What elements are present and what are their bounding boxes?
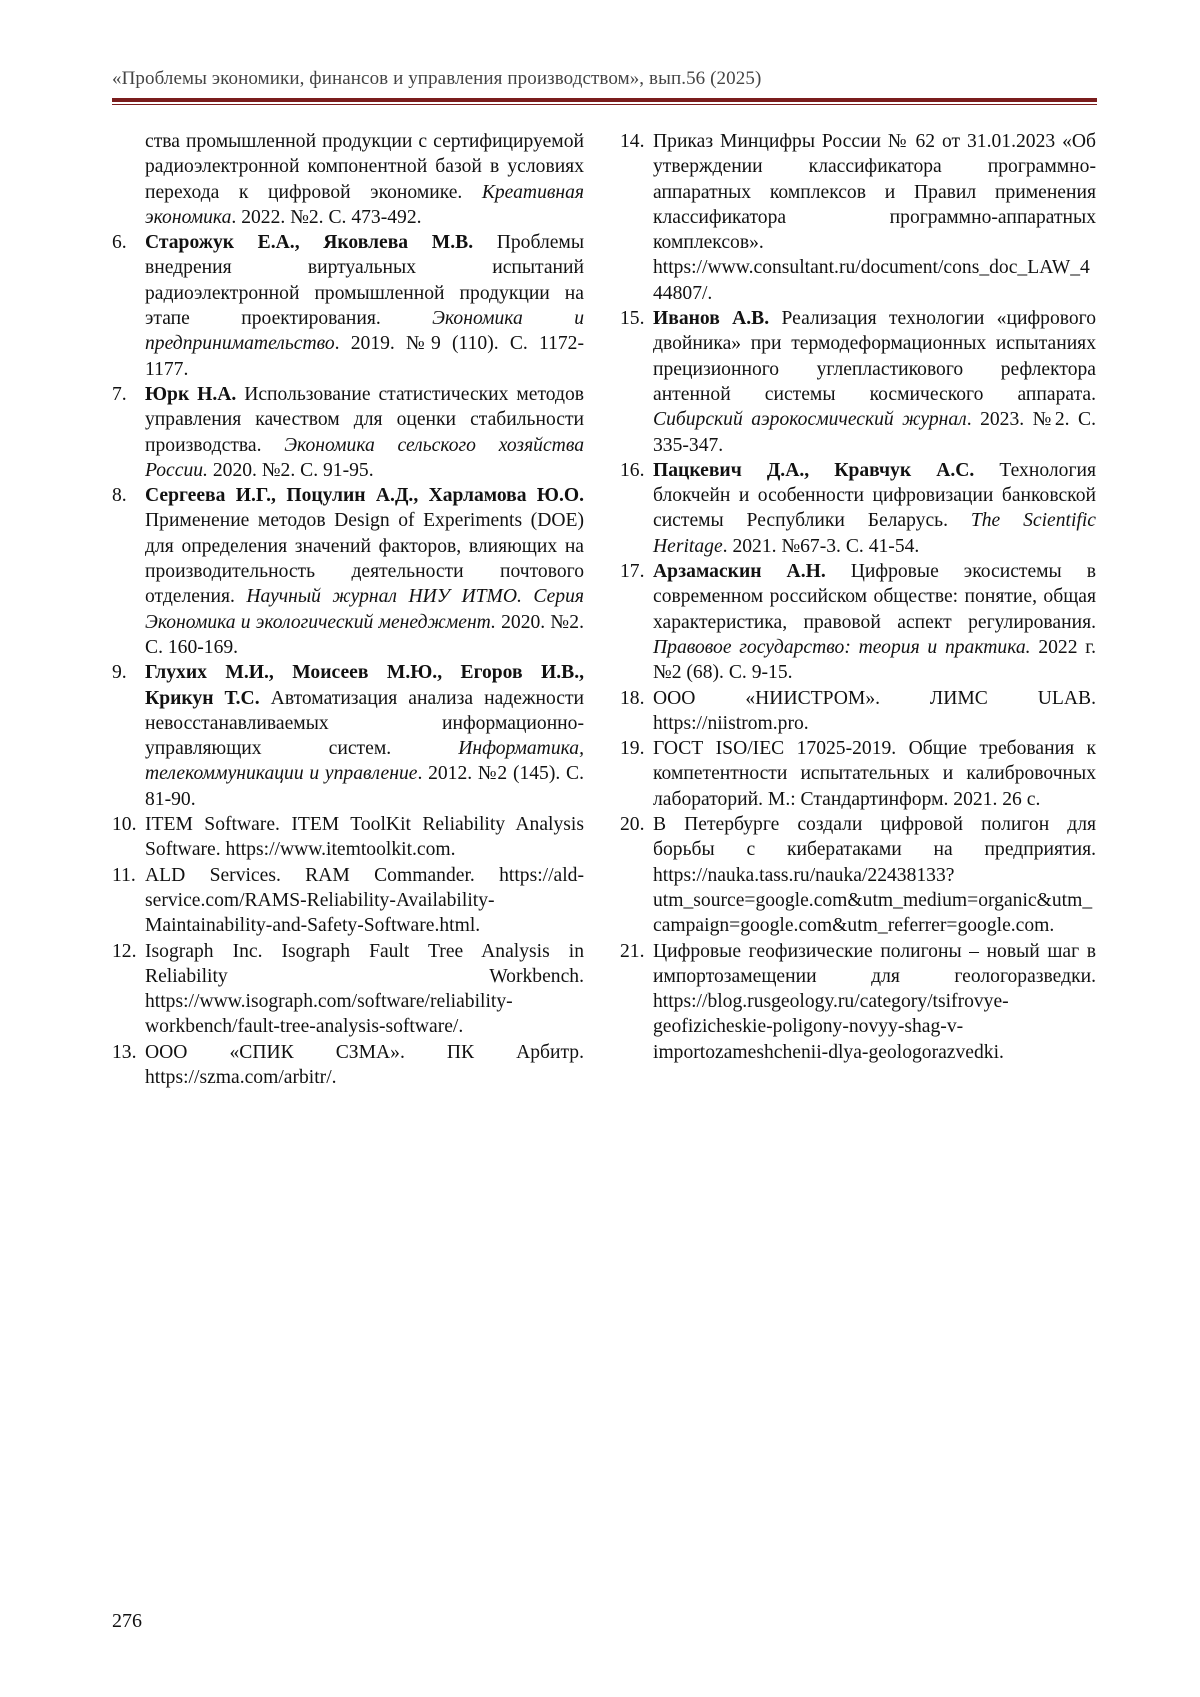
reference-number: 18. [620, 687, 645, 709]
reference-source: Информатика, телекоммуникации и управление [145, 738, 584, 785]
header-rule-thick [112, 98, 1097, 102]
reference-item [620, 812, 1096, 938]
reference-text: ALD Services. RAM Commander. https://ald-service.com/RAMS-Reliability-Availability-Maintainability-and-Safety-Software.html. [145, 864, 584, 937]
reference-source: Правовое государство: теория и практика. [653, 636, 1031, 658]
reference-item [112, 382, 584, 483]
references-column-right [620, 129, 1096, 1065]
reference-body [145, 129, 584, 230]
reference-text: ГОСТ ISO/IEC 17025-2019. Общие требования к компетентности испытательных и калибровочных лабораторий. М.: Стандартинформ. 2021. 26 с. [653, 738, 1096, 810]
reference-item [620, 686, 1096, 737]
reference-text: Применение методов Design of Experiments (DOE) для определения значений факторов, влияющих на производительность деятельности почтового отделения. [145, 510, 584, 608]
reference-number [112, 129, 145, 230]
reference-text: Isograph Inc. Isograph Fault Tree Analysis in Reliability Workbench. https://www.isograph.com/software/reliability-workbench/fault-tree-analysis-software/. [145, 940, 584, 1038]
reference-number: 6. [112, 232, 127, 254]
reference-body [653, 306, 1096, 458]
reference-item [112, 129, 584, 230]
reference-number: 9. [112, 662, 127, 684]
reference-number: 7. [112, 383, 127, 405]
reference-source: Научный журнал НИУ ИТМО. Серия Экономика и экологический менеджмент. [145, 586, 585, 633]
reference-authors: Иванов А.В. [653, 308, 770, 330]
reference-item [112, 660, 584, 812]
reference-text: Технология блокчейн и особенности цифровизации банковской системы Республики Беларусь. [653, 459, 1096, 532]
reference-item [620, 306, 1096, 458]
reference-text: В Петербурге создали цифровой полигон для борьбы с кибератаками на предприятия. https://nauka.tass.ru/nauka/22438133?utm_source=google.com&utm_medium=organic&utm_campaign=google.com&utm_referrer=google.com. [653, 814, 1096, 937]
reference-authors: Глухих М.И., Моисеев М.Ю., Егоров И.В., Крикун Т.С. [145, 662, 584, 709]
reference-number: 8. [112, 485, 127, 507]
reference-text: Цифровые экосистемы в современном российском обществе: понятие, общая характеристика, правовой аспект регулирования. [653, 561, 1096, 633]
reference-number: 19. [620, 738, 645, 760]
reference-source: The Scientific Heritage [653, 510, 1096, 557]
reference-body [145, 382, 584, 483]
reference-source: Сибирский аэрокосмический журнал [653, 409, 967, 431]
reference-details: . 2021. №67-3. С. 41-54. [722, 535, 920, 557]
reference-body [653, 559, 1096, 685]
references-column-left [112, 129, 584, 1090]
reference-body [145, 939, 584, 1040]
reference-authors: Юрк Н.А. [145, 383, 237, 405]
reference-number: 13. [112, 1041, 137, 1063]
reference-item [112, 863, 584, 939]
reference-body [145, 230, 584, 382]
reference-text: ITEM Software. ITEM ToolKit Reliability Analysis Software. https://www.itemtoolkit.com. [145, 814, 584, 861]
reference-item [112, 812, 584, 863]
header-rule-thin [112, 104, 1097, 105]
reference-source: Экономика сельского хозяйства России. [145, 434, 584, 481]
reference-source: Креативная экономика [145, 181, 584, 228]
reference-number: 17. [620, 561, 645, 583]
reference-item [112, 483, 584, 660]
reference-source: Экономика и предпринимательство [145, 308, 584, 355]
reference-body [653, 129, 1096, 306]
page-number: 276 [112, 1610, 142, 1632]
reference-body [653, 939, 1096, 1065]
reference-body [145, 812, 584, 863]
reference-details: . 2023. №2. С. 335-347. [653, 409, 1096, 456]
reference-body [653, 458, 1096, 559]
reference-item [620, 129, 1096, 306]
reference-body [145, 660, 584, 812]
reference-number: 15. [620, 308, 645, 330]
reference-number: 11. [112, 864, 136, 886]
reference-body [145, 863, 584, 939]
reference-details: . 2019. №9 (110). С. 1172-1177. [145, 333, 584, 380]
reference-item [620, 559, 1096, 685]
reference-number: 20. [620, 814, 645, 836]
reference-body [145, 1040, 584, 1091]
reference-text: Проблемы внедрения виртуальных испытаний радиоэлектронной промышленной продукции на этапе проектирования. [145, 232, 584, 330]
reference-authors: Арзамаскин А.Н. [653, 561, 826, 583]
reference-text: Использование статистических методов управления качеством для оценки стабильности производства. [145, 383, 584, 456]
reference-item [112, 939, 584, 1040]
reference-details: . 2022. №2. С. 473-492. [231, 206, 422, 228]
reference-number: 21. [620, 940, 645, 962]
reference-body [653, 686, 1096, 737]
reference-item [620, 939, 1096, 1065]
running-header: «Проблемы экономики, финансов и управления производством», вып.56 (2025) [112, 68, 762, 89]
reference-text: Реализация технологии «цифрового двойника» при термодеформационных испытаниях прецизионного углепластикового рефлектора антенной системы космического аппарата. [653, 308, 1097, 405]
reference-authors: Старожук Е.А., Яковлева М.В. [145, 232, 474, 254]
reference-text: Цифровые геофизические полигоны – новый шаг в импортозамещении для геологоразведки. https://blog.rusgeology.ru/category/tsifrovye-geofizicheskie-poligony-novyy-shag-v-importozameshchenii-dlya-geologorazvedki. [653, 940, 1096, 1063]
reference-details: . 2012. №2 (145). С. 81-90. [145, 763, 584, 810]
reference-authors: Сергеева И.Г., Поцулин А.Д., Харламова Ю.О. [145, 485, 584, 507]
reference-number: 12. [112, 940, 137, 962]
reference-authors: Пацкевич Д.А., Кравчук А.С. [653, 459, 975, 481]
reference-item [112, 1040, 584, 1091]
reference-number: 14. [620, 131, 645, 152]
reference-number: 10. [112, 814, 137, 836]
reference-text: ООО «СПИК СЗМА». ПК Арбитр. https://szma.com/arbitr/. [145, 1041, 584, 1088]
reference-item [620, 458, 1096, 559]
reference-text: Приказ Минцифры России № 62 от 31.01.2023 «Об утверждении классификатора программно-аппаратных комплексов и Правил применения классификатора программно-аппаратных комплексов». https://www.consultant.ru/document/cons_doc_LAW_444807/. [653, 131, 1096, 304]
reference-text: ООО «НИИСТРОМ». ЛИМС ULAB. https://niistrom.pro. [653, 687, 1096, 734]
reference-details: 2020. №2. С. 160-169. [145, 611, 584, 658]
reference-body [145, 483, 584, 660]
reference-text: Автоматизация анализа надежности невосстанавливаемых информационно-управляющих систем. [145, 687, 584, 760]
reference-item [620, 736, 1096, 812]
reference-item [112, 230, 584, 382]
reference-number: 16. [620, 459, 645, 481]
reference-body [653, 736, 1096, 812]
reference-details: 2020. №2. С. 91-95. [207, 459, 374, 481]
reference-body [653, 812, 1096, 938]
reference-details: 2022 г. №2 (68). С. 9-15. [653, 636, 1097, 684]
reference-text: ства промышленной продукции с сертифицируемой радиоэлектронной компонентной базой в условиях перехода к цифровой экономике. [145, 131, 584, 203]
